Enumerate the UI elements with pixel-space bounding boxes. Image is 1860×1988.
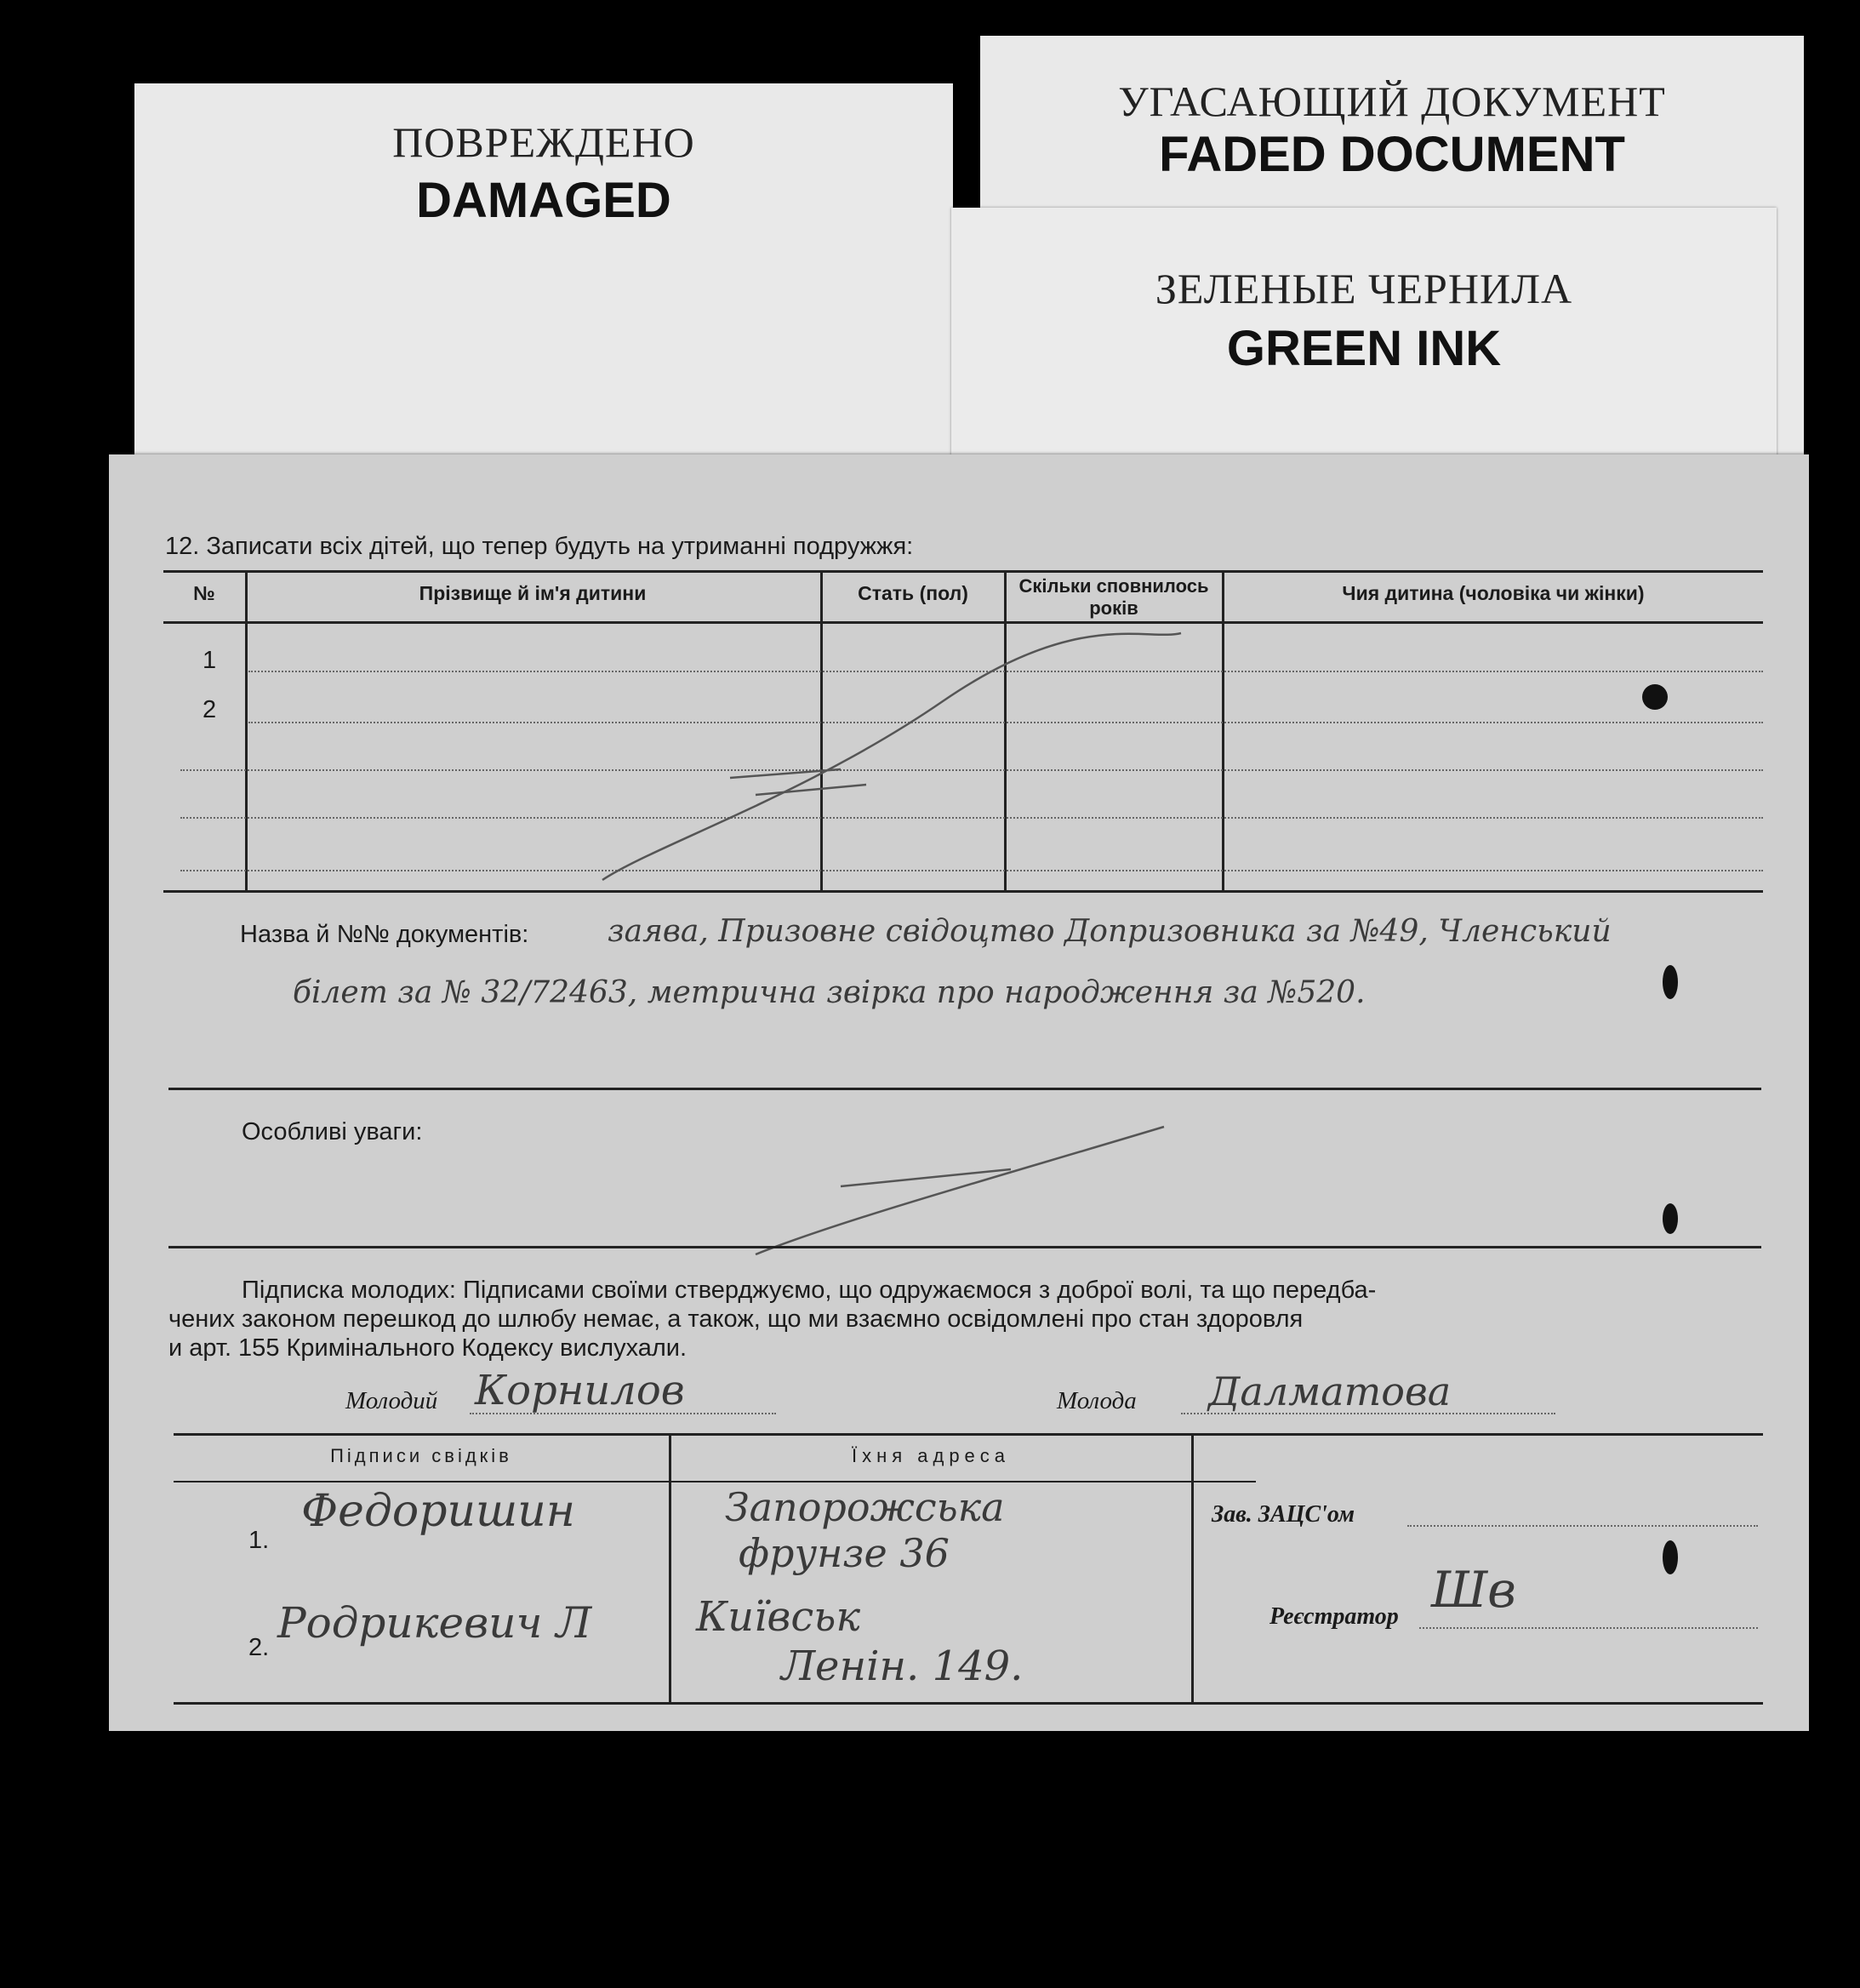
label-green-ink-ru: ЗЕЛЕНЫЕ ЧЕРНИЛА [1155,265,1573,312]
label-damaged-ru: ПОВРЕЖДЕНО [392,118,695,166]
witness-1-address-line-1: Запорожська [725,1484,1005,1530]
label-faded-ru: УГАСАЮЩИЙ ДОКУМЕНТ [1118,77,1666,125]
binding-tear [1663,965,1678,999]
col-header-child-name: Прізвище й ім'я дитини [419,582,647,604]
special-notes-label: Особливі уваги: [242,1118,423,1145]
groom-label: Молодий [345,1387,438,1414]
strike-through-mark-notes [739,1118,1181,1271]
witness-2-signature: Родрикевич Л [277,1598,592,1648]
documents-value-line-1: заява, Призовне свідоцтво Допризовника за №49, Членський [608,914,1612,949]
documents-label: Назва й №№ документів: [240,921,529,948]
declaration-line-1: Підписка молодих: Підписами своїми стверджуємо, що одружаємося з доброї волі, та що передба- [242,1277,1377,1304]
binding-hole [1642,684,1668,710]
table-row-number-2: 2 [203,696,217,723]
declaration-line-2: чених законом перешкод до шлюбу немає, а також, що ми взаємно освідомлені про стан здоровля [168,1305,1304,1333]
documents-value-line-2: білет за № 32/72463, метрична звірка про народження за №520. [293,975,1366,1010]
col-header-number: № [193,582,215,604]
registration-form-page [109,454,1809,1731]
witness-2-address-line-1: Київськ [696,1593,861,1641]
witnesses-header-signatures: Підписи свідків [330,1445,512,1466]
label-green-ink-en: GREEN INK [1226,321,1502,376]
registrar-signature: Шв [1431,1561,1516,1619]
strike-through-mark [585,625,1266,914]
witness-row-2-number: 2. [248,1634,270,1661]
bride-label: Молода [1057,1387,1137,1414]
head-of-registry-label: Зав. ЗАЦС'ом [1212,1501,1355,1528]
binding-tear [1663,1540,1678,1574]
col-header-sex: Стать (пол) [858,582,968,604]
label-damaged-en: DAMAGED [416,173,671,228]
registrar-label: Реєстратор [1269,1603,1399,1630]
declaration-line-3: и арт. 155 Кримінального Кодексу вислухали. [168,1334,688,1362]
witness-1-signature: Федоришин [301,1486,575,1537]
witness-row-1-number: 1. [248,1527,270,1554]
bride-signature: Далматова [1208,1368,1452,1414]
table-row-number-1: 1 [203,647,217,674]
section-12-title: 12. Записати всіх дітей, що тепер будуть на утриманні подружжя: [165,533,914,560]
label-faded-en: FADED DOCUMENT [1159,127,1625,182]
col-header-age: Скільки сповнилось років [1018,575,1209,619]
label-card-green-ink [951,208,1777,463]
witness-1-address-line-2: фрунзе 36 [739,1530,950,1576]
witness-2-address-line-2: Ленін. 149. [781,1642,1024,1690]
col-header-whose-child: Чия дитина (чоловіка чи жінки) [1342,582,1645,604]
groom-signature: Корнилов [475,1367,685,1414]
witnesses-header-address: Їхня адреса [851,1445,1011,1466]
label-card-damaged [134,83,953,466]
binding-tear [1663,1203,1678,1234]
